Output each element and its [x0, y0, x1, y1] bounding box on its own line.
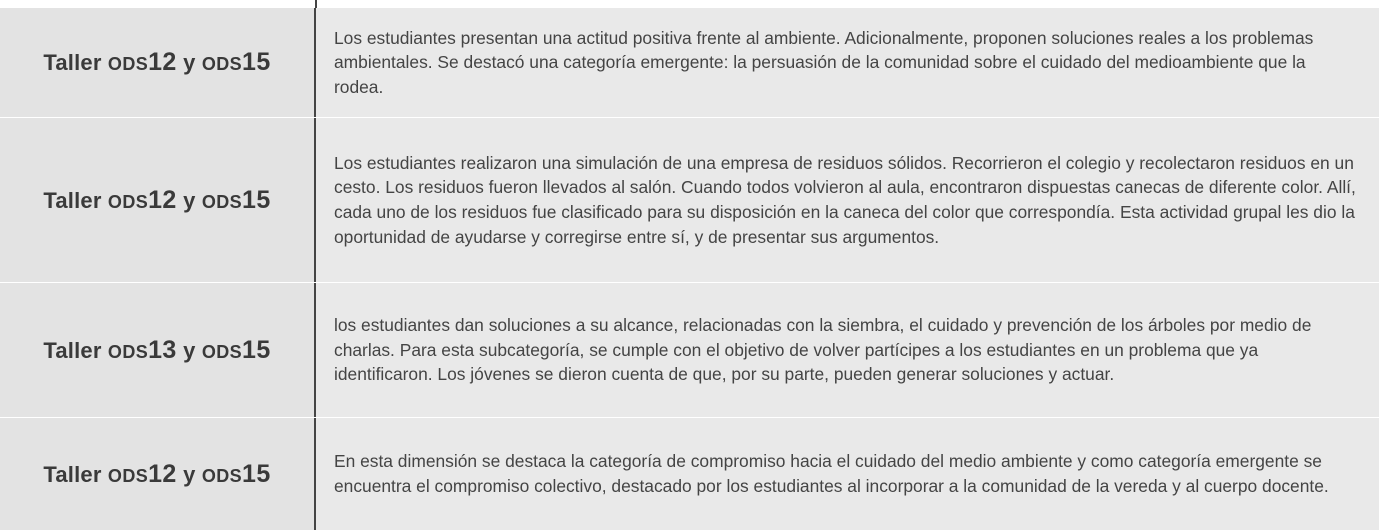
table-row [0, 283, 1379, 417]
column-divider-top [315, 0, 317, 8]
row-label-cell [0, 283, 316, 417]
code-a: ods12 [107, 185, 177, 214]
row-label: Taller ods12 y ods15 [43, 459, 271, 488]
table-row [0, 418, 1379, 530]
row-description-cell [316, 283, 1379, 417]
row-label: Taller ods12 y ods15 [43, 48, 271, 76]
row-description: Los estudiantes presentan una actitud positiva frente al ambiente. Adicionalmente, proponen soluciones reales a los problemas ambientales. Se destacó una categoría emergente: la persuasión de la comunidad sobre el cuidado del medioambiente que la rodea. [334, 27, 1314, 97]
table-row [0, 118, 1379, 282]
code-a: ods12 [107, 48, 177, 76]
row-description: En esta dimensión se destaca la categoría de compromiso hacia el cuidado del medio ambiente y como categoría emergente se encuentra el compromiso colectivo, destacado por los estudiantes al incorporar a la comunidad de la vereda y al cuerpo docente. [334, 451, 1329, 496]
row-label-cell [0, 8, 316, 117]
code-b: ods15 [201, 48, 271, 76]
code-a: ods12 [107, 459, 177, 488]
row-description-cell [316, 418, 1379, 530]
table-row [0, 8, 1379, 117]
code-b: ods15 [201, 335, 271, 364]
row-description-cell [316, 8, 1379, 117]
row-label-cell [0, 118, 316, 282]
code-b: ods15 [201, 185, 271, 214]
row-label: Taller ods13 y ods15 [43, 335, 271, 364]
row-label-cell [0, 418, 316, 530]
code-a: ods13 [107, 335, 177, 364]
code-b: ods15 [201, 459, 271, 488]
row-description: los estudiantes dan soluciones a su alcance, relacionadas con la siembra, el cuidado y prevención de los árboles por medio de charlas. Para esta subcategoría, se cumple con el objetivo de volver partícipes a los estudiantes en un problema que ya identificaron. Los jóvenes se dieron cuenta de que, por su parte, pueden generar soluciones y actuar. [334, 315, 1312, 385]
row-description-cell [316, 118, 1379, 282]
row-label: Taller ods12 y ods15 [43, 185, 271, 214]
row-description: Los estudiantes realizaron una simulación de una empresa de residuos sólidos. Recorrieron el colegio y recolectaron residuos en un cesto. Los residuos fueron llevados al salón. Cuando todos volvieron al aula, encontraron dispuestas canecas de diferente color. Allí, cada uno de los residuos fue clasificado para su disposición en la caneca del color que correspondía. Esta actividad grupal les dio la oportunidad de ayudarse y corregirse entre sí, y de presentar sus argumentos. [334, 152, 1356, 247]
